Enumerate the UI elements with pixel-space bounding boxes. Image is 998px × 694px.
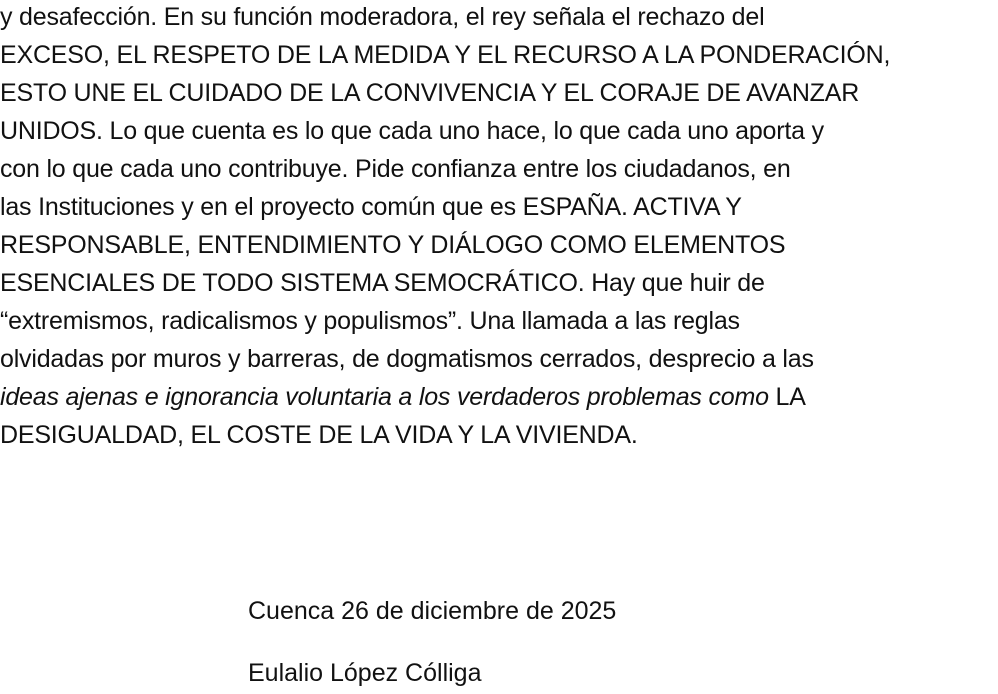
text-line-10: olvidadas por muros y barreras, de dogmatismos cerrados, desprecio a las: [0, 345, 814, 373]
text-line-11: [0, 378, 998, 416]
text-line-1: y desafección. En su función moderadora, el rey señala el rechazo del: [0, 3, 765, 31]
text-line-7: RESPONSABLE, ENTENDIMIENTO Y DIÁLOGO COMO ELEMENTOS: [0, 231, 786, 259]
text-line-12: DESIGUALDAD, EL COSTE DE LA VIDA Y LA VIVIENDA.: [0, 421, 638, 449]
signature-block-date: [248, 592, 948, 630]
author-name: Eulalio López Cólliga: [248, 659, 482, 687]
normal-text: LA: [768, 383, 806, 411]
text-line-6: las Instituciones y en el proyecto común que es ESPAÑA. ACTIVA Y: [0, 193, 742, 221]
text-line-4: UNIDOS. Lo que cuenta es lo que cada uno hace, lo que cada uno aporta y: [0, 117, 824, 145]
text-line-5: con lo que cada uno contribuye. Pide confianza entre los ciudadanos, en: [0, 155, 791, 183]
text-line-3: ESTO UNE EL CUIDADO DE LA CONVIVENCIA Y EL CORAJE DE AVANZAR: [0, 79, 860, 107]
text-line-2: EXCESO, EL RESPETO DE LA MEDIDA Y EL RECURSO A LA PONDERACIÓN,: [0, 41, 891, 69]
text-line-8: ESENCIALES DE TODO SISTEMA SEMOCRÁTICO. Hay que huir de: [0, 269, 765, 297]
place-date: Cuenca 26 de diciembre de 2025: [248, 597, 617, 625]
italic-text: ideas ajenas e ignorancia voluntaria a los verdaderos problemas como: [0, 383, 769, 411]
text-line-9: “extremismos, radicalismos y populismos”. Una llamada a las reglas: [0, 307, 740, 335]
signature-block-author: [248, 654, 948, 692]
